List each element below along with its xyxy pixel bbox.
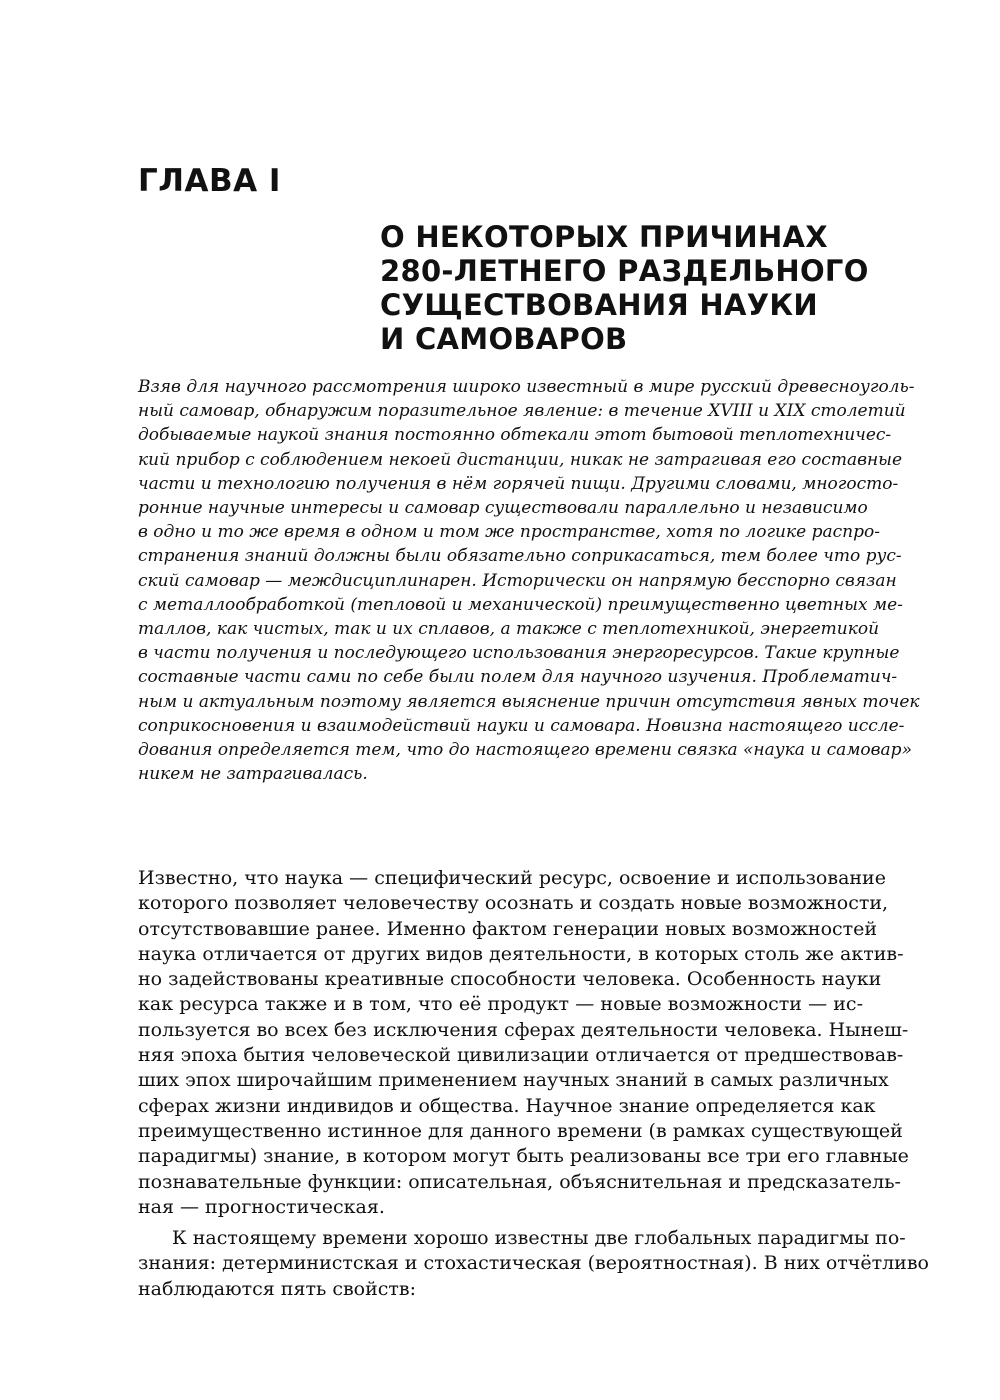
abstract-line: дования определяется тем, что до настоящего времени связка «наука и самовар» — [138, 740, 912, 761]
paragraph-line: К настоящему времени хорошо известны две глобальных парадигмы по- — [172, 1227, 906, 1250]
chapter-title — [380, 220, 880, 356]
paragraph-line: как ресурса также и в том, что её продукт — новые возможности — ис- — [138, 993, 863, 1016]
paragraph-line: наука отличается от других видов деятельности, в которых столь же актив- — [138, 942, 904, 965]
abstract-line: в одно и то же время в одном и том же пространстве, хотя по логике распро- — [138, 522, 880, 543]
abstract-line: странения знаний должны были обязательно соприкасаться, тем более что рус- — [138, 546, 902, 567]
paragraph-line: няя эпоха бытия человеческой цивилизации отличается от предшествовав- — [138, 1044, 904, 1067]
abstract-line: соприкосновения и взаимодействий науки и самовара. Новизна настоящего иссле- — [138, 715, 905, 736]
paragraph-line: сферах жизни индивидов и общества. Научное знание определяется как — [138, 1094, 876, 1117]
paragraph-line: но задействованы креативные способности человека. Особенность науки — [138, 968, 882, 991]
paragraph-line: отсутствовавшие ранее. Именно фактом генерации новых возможностей — [138, 917, 878, 940]
paragraph-line: наблюдаются пять свойств: — [138, 1277, 417, 1300]
paragraph-1 — [138, 866, 909, 1220]
abstract-line: части и технологию получения в нём горячей пищи. Другими словами, многосто- — [138, 473, 899, 494]
paragraph-line: пользуется во всех без исключения сферах деятельности человека. Нынеш- — [138, 1018, 909, 1041]
abstract-line: с металлообработкой (тепловой и механической) преимущественно цветных ме- — [138, 594, 903, 615]
abstract-line: кий прибор с соблюдением некоей дистанции, никак не затрагивая его составные — [138, 449, 903, 470]
abstract-line: никем не затрагивалась. — [138, 764, 368, 785]
abstract-line: добываемые наукой знания постоянно обтекали этот бытовой теплотехничес- — [138, 425, 892, 446]
body-text — [138, 866, 929, 1308]
chapter-title-line: И САМОВАРОВ — [380, 322, 628, 356]
chapter-label: ГЛАВА I — [138, 163, 281, 199]
abstract-line: ный самовар, обнаружим поразительное явление: в течение XVIII и XIX столетий — [138, 401, 906, 422]
abstract-line: ронние научные интересы и самовар существовали параллельно и независимо — [138, 498, 868, 519]
abstract-line: в части получения и последующего использования энергоресурсов. Такие крупные — [138, 643, 900, 664]
abstract-line: ным и актуальным поэтому является выяснение причин отсутствия явных точек — [138, 691, 920, 712]
paragraph-line: знания: детерминистская и стохастическая (вероятностная). В них отчётливо — [138, 1252, 929, 1275]
paragraph-line: парадигмы) знание, в котором могут быть реализованы все три его главные — [138, 1145, 909, 1168]
paragraph-line: которого позволяет человечеству осознать и создать новые возможности, — [138, 892, 889, 915]
paragraph-line: познавательные функции: описательная, объяснительная и предсказатель- — [138, 1170, 901, 1193]
chapter-title-line: О НЕКОТОРЫХ ПРИЧИНАХ — [380, 220, 828, 254]
abstract-line: ский самовар — междисциплинарен. Исторически он напрямую бесспорно связан — [138, 570, 897, 591]
chapter-title-line: СУЩЕСТВОВАНИЯ НАУКИ — [380, 288, 818, 322]
paragraph-2 — [138, 1226, 929, 1302]
paragraph-line: Известно, что наука — специфический ресурс, освоение и использование — [138, 867, 886, 889]
abstract-line: составные части сами по себе были полем для научного изучения. Проблематич- — [138, 667, 898, 688]
paragraph-line: ших эпох широчайшим применением научных знаний в самых различных — [138, 1069, 889, 1092]
abstract-line: таллов, как чистых, так и их сплавов, а также с теплотехникой, энергетикой — [138, 619, 880, 640]
chapter-title-line: 280-ЛЕТНЕГО РАЗДЕЛЬНОГО — [380, 254, 869, 288]
abstract-line: Взяв для научного рассмотрения широко известный в мире русский древесноуголь- — [138, 377, 915, 397]
paragraph-line: ная — прогностическая. — [138, 1195, 385, 1218]
chapter-abstract — [138, 375, 920, 786]
paragraph-line: преимущественно истинное для данного времени (в рамках существующей — [138, 1119, 903, 1142]
